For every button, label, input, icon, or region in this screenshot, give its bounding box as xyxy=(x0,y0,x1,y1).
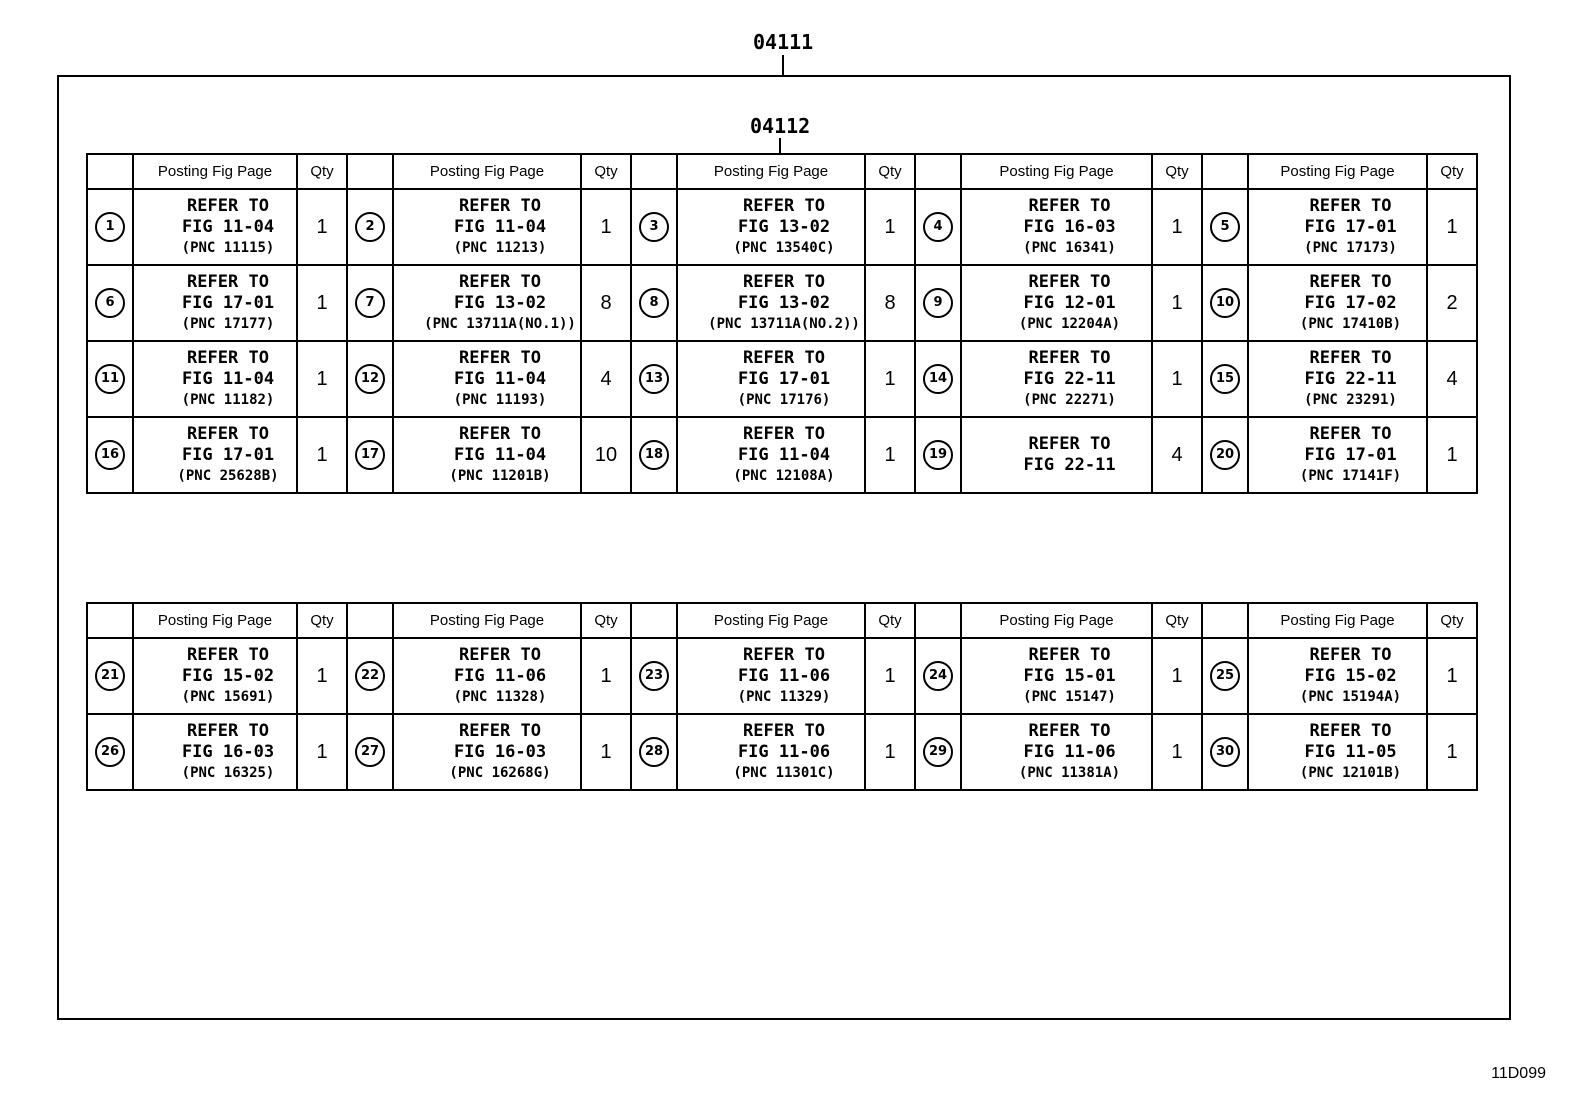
parts-table-upper xyxy=(86,153,1478,494)
qty-cell: 1 xyxy=(1427,714,1477,790)
item-number-cell xyxy=(347,638,393,714)
item-number-badge: 11 xyxy=(95,364,125,394)
refer-to-text: REFER TO xyxy=(459,347,541,368)
item-number-badge: 25 xyxy=(1210,661,1240,691)
item-number-cell xyxy=(631,189,677,265)
pnc-reference: (PNC 22271) xyxy=(1023,391,1116,408)
item-number-cell xyxy=(1202,417,1248,493)
qty-cell: 1 xyxy=(1152,638,1202,714)
qty-cell: 1 xyxy=(1152,189,1202,265)
refer-to-text: REFER TO xyxy=(1028,271,1111,292)
pnc-reference: (PNC 11201B) xyxy=(449,467,551,484)
refer-to-text: REFER TO xyxy=(743,195,825,216)
fig-reference: FIG 17-01 xyxy=(1304,216,1397,237)
item-number-badge: 27 xyxy=(355,737,385,767)
fig-reference: FIG 11-04 xyxy=(453,216,547,237)
item-number-cell xyxy=(915,189,961,265)
pnc-reference: (PNC 11213) xyxy=(453,239,547,256)
header-qty: Qty xyxy=(1427,154,1477,189)
item-number-badge: 10 xyxy=(1210,288,1240,318)
header-qty: Qty xyxy=(581,154,631,189)
qty-cell: 4 xyxy=(1427,341,1477,417)
qty-cell: 1 xyxy=(1427,189,1477,265)
outer-leader-line xyxy=(782,55,784,75)
refer-to-text: REFER TO xyxy=(743,271,825,292)
fig-reference: FIG 11-04 xyxy=(181,216,275,237)
item-number-cell xyxy=(915,265,961,341)
qty-cell: 1 xyxy=(297,265,347,341)
item-number-cell xyxy=(347,189,393,265)
posting-fig-cell xyxy=(677,189,865,265)
table-row xyxy=(87,341,1477,417)
fig-reference: FIG 16-03 xyxy=(1023,216,1116,237)
item-number-cell xyxy=(915,638,961,714)
refer-to-text: REFER TO xyxy=(1028,347,1111,368)
header-posting-fig-page: Posting Fig Page xyxy=(677,154,865,189)
refer-to-text: REFER TO xyxy=(1028,720,1111,741)
fig-reference: FIG 11-04 xyxy=(453,444,547,465)
refer-to-text: REFER TO xyxy=(187,644,269,665)
fig-reference: FIG 11-06 xyxy=(737,741,831,762)
refer-to-text: REFER TO xyxy=(1309,271,1392,292)
item-number-badge: 14 xyxy=(923,364,953,394)
fig-reference: FIG 16-03 xyxy=(453,741,547,762)
qty-cell: 1 xyxy=(581,189,631,265)
refer-to-text: REFER TO xyxy=(187,423,269,444)
posting-fig-cell xyxy=(393,714,581,790)
qty-cell: 8 xyxy=(581,265,631,341)
item-number-cell xyxy=(915,714,961,790)
pnc-reference: (PNC 15147) xyxy=(1023,688,1116,705)
item-number-badge: 29 xyxy=(923,737,953,767)
header-qty: Qty xyxy=(1427,603,1477,638)
item-number-cell xyxy=(631,341,677,417)
qty-cell: 1 xyxy=(1152,341,1202,417)
refer-to-text: REFER TO xyxy=(1309,347,1392,368)
header-qty: Qty xyxy=(865,603,915,638)
item-number-cell xyxy=(347,417,393,493)
posting-fig-cell xyxy=(393,417,581,493)
posting-fig-cell xyxy=(1248,341,1427,417)
item-number-cell xyxy=(347,265,393,341)
fig-reference: FIG 15-02 xyxy=(1304,665,1397,686)
item-number-badge: 19 xyxy=(923,440,953,470)
pnc-reference: (PNC 13711A(NO.2)) xyxy=(708,315,860,332)
pnc-reference: (PNC 15691) xyxy=(181,688,275,705)
item-number-badge: 18 xyxy=(639,440,669,470)
qty-cell: 1 xyxy=(1152,714,1202,790)
header-qty: Qty xyxy=(297,603,347,638)
item-number-badge: 24 xyxy=(923,661,953,691)
item-number-cell xyxy=(915,417,961,493)
qty-cell: 1 xyxy=(1152,265,1202,341)
refer-to-text: REFER TO xyxy=(1309,195,1392,216)
item-number-badge: 20 xyxy=(1210,440,1240,470)
item-number-badge: 26 xyxy=(95,737,125,767)
header-blank xyxy=(631,154,677,189)
fig-reference: FIG 17-01 xyxy=(181,444,275,465)
posting-fig-cell xyxy=(961,714,1152,790)
header-row xyxy=(87,154,1477,189)
item-number-badge: 12 xyxy=(355,364,385,394)
pnc-reference: (PNC 11193) xyxy=(453,391,547,408)
header-blank xyxy=(631,603,677,638)
item-number-cell xyxy=(87,714,133,790)
item-number-cell xyxy=(347,714,393,790)
item-number-cell xyxy=(347,341,393,417)
header-posting-fig-page: Posting Fig Page xyxy=(393,154,581,189)
item-number-cell xyxy=(87,265,133,341)
pnc-reference: (PNC 16325) xyxy=(181,764,275,781)
item-number-badge: 2 xyxy=(355,212,385,242)
refer-to-text: REFER TO xyxy=(743,423,825,444)
fig-reference: FIG 11-06 xyxy=(453,665,547,686)
fig-reference: FIG 11-04 xyxy=(453,368,547,389)
posting-fig-cell xyxy=(133,341,297,417)
refer-to-text: REFER TO xyxy=(743,644,825,665)
posting-fig-cell xyxy=(961,265,1152,341)
posting-fig-cell xyxy=(1248,714,1427,790)
pnc-reference: (PNC 25628B) xyxy=(177,467,279,484)
item-number-badge: 23 xyxy=(639,661,669,691)
item-number-cell xyxy=(1202,265,1248,341)
fig-reference: FIG 22-11 xyxy=(1023,455,1116,475)
item-number-badge: 16 xyxy=(95,440,125,470)
fig-reference: FIG 15-01 xyxy=(1023,665,1116,686)
header-qty: Qty xyxy=(865,154,915,189)
qty-cell: 1 xyxy=(581,638,631,714)
posting-fig-cell xyxy=(393,189,581,265)
refer-to-text: REFER TO xyxy=(1028,434,1111,454)
qty-cell: 1 xyxy=(1427,638,1477,714)
item-number-badge: 30 xyxy=(1210,737,1240,767)
header-blank xyxy=(915,603,961,638)
posting-fig-cell xyxy=(1248,417,1427,493)
posting-fig-cell xyxy=(393,341,581,417)
qty-cell: 1 xyxy=(865,417,915,493)
refer-to-text: REFER TO xyxy=(187,271,269,292)
item-number-cell xyxy=(631,417,677,493)
header-posting-fig-page: Posting Fig Page xyxy=(133,154,297,189)
item-number-badge: 22 xyxy=(355,661,385,691)
posting-fig-cell xyxy=(961,341,1152,417)
pnc-reference: (PNC 11328) xyxy=(453,688,547,705)
outer-assembly-code: 04111 xyxy=(753,30,814,54)
item-number-badge: 17 xyxy=(355,440,385,470)
refer-to-text: REFER TO xyxy=(1309,720,1392,741)
header-qty: Qty xyxy=(581,603,631,638)
refer-to-text: REFER TO xyxy=(459,271,541,292)
fig-reference: FIG 12-01 xyxy=(1023,292,1116,313)
parts-table-lower xyxy=(86,602,1478,791)
pnc-reference: (PNC 11115) xyxy=(181,239,275,256)
item-number-badge: 5 xyxy=(1210,212,1240,242)
item-number-badge: 13 xyxy=(639,364,669,394)
item-number-cell xyxy=(87,341,133,417)
fig-reference: FIG 11-04 xyxy=(181,368,275,389)
pnc-reference: (PNC 17410B) xyxy=(1299,315,1402,332)
fig-reference: FIG 11-06 xyxy=(737,665,831,686)
qty-cell: 1 xyxy=(1427,417,1477,493)
table-row xyxy=(87,189,1477,265)
posting-fig-cell xyxy=(677,638,865,714)
qty-cell: 4 xyxy=(581,341,631,417)
item-number-badge: 21 xyxy=(95,661,125,691)
fig-reference: FIG 15-02 xyxy=(181,665,275,686)
qty-cell: 1 xyxy=(297,638,347,714)
item-number-badge: 7 xyxy=(355,288,385,318)
refer-to-text: REFER TO xyxy=(459,720,541,741)
pnc-reference: (PNC 11301C) xyxy=(733,764,835,781)
posting-fig-cell xyxy=(961,638,1152,714)
refer-to-text: REFER TO xyxy=(743,347,825,368)
item-number-cell xyxy=(87,638,133,714)
refer-to-text: REFER TO xyxy=(1309,423,1392,444)
item-number-badge: 8 xyxy=(639,288,669,318)
qty-cell: 4 xyxy=(1152,417,1202,493)
pnc-reference: (PNC 11329) xyxy=(737,688,831,705)
fig-reference: FIG 17-01 xyxy=(181,292,275,313)
table-row xyxy=(87,638,1477,714)
item-number-cell xyxy=(1202,189,1248,265)
header-posting-fig-page: Posting Fig Page xyxy=(1248,154,1427,189)
fig-reference: FIG 16-03 xyxy=(181,741,275,762)
refer-to-text: REFER TO xyxy=(1028,195,1111,216)
qty-cell: 1 xyxy=(865,341,915,417)
qty-cell: 8 xyxy=(865,265,915,341)
item-number-cell xyxy=(631,714,677,790)
item-number-cell xyxy=(1202,341,1248,417)
item-number-badge: 9 xyxy=(923,288,953,318)
posting-fig-cell xyxy=(677,417,865,493)
item-number-badge: 28 xyxy=(639,737,669,767)
fig-reference: FIG 11-06 xyxy=(1023,741,1116,762)
fig-reference: FIG 17-01 xyxy=(1304,444,1397,465)
fig-reference: FIG 17-02 xyxy=(1304,292,1397,313)
header-blank xyxy=(87,154,133,189)
qty-cell: 1 xyxy=(865,189,915,265)
pnc-reference: (PNC 17173) xyxy=(1304,239,1397,256)
refer-to-text: REFER TO xyxy=(459,644,541,665)
refer-to-text: REFER TO xyxy=(459,195,541,216)
pnc-reference: (PNC 17141F) xyxy=(1299,467,1402,484)
item-number-cell xyxy=(1202,638,1248,714)
table-row xyxy=(87,265,1477,341)
fig-reference: FIG 13-02 xyxy=(737,216,831,237)
pnc-reference: (PNC 15194A) xyxy=(1299,688,1402,705)
item-number-badge: 4 xyxy=(923,212,953,242)
pnc-reference: (PNC 16341) xyxy=(1023,239,1116,256)
item-number-badge: 3 xyxy=(639,212,669,242)
header-blank xyxy=(87,603,133,638)
item-number-badge: 1 xyxy=(95,212,125,242)
item-number-cell xyxy=(87,189,133,265)
posting-fig-cell xyxy=(1248,189,1427,265)
header-posting-fig-page: Posting Fig Page xyxy=(133,603,297,638)
refer-to-text: REFER TO xyxy=(187,720,269,741)
refer-to-text: REFER TO xyxy=(1309,644,1392,665)
posting-fig-cell xyxy=(393,265,581,341)
header-posting-fig-page: Posting Fig Page xyxy=(677,603,865,638)
posting-fig-cell xyxy=(677,265,865,341)
table-row xyxy=(87,714,1477,790)
pnc-reference: (PNC 17176) xyxy=(737,391,831,408)
item-number-cell xyxy=(631,265,677,341)
pnc-reference: (PNC 17177) xyxy=(181,315,275,332)
posting-fig-cell xyxy=(133,714,297,790)
drawing-code: 11D099 xyxy=(1491,1065,1546,1082)
header-posting-fig-page: Posting Fig Page xyxy=(961,154,1152,189)
item-number-cell xyxy=(631,638,677,714)
fig-reference: FIG 13-02 xyxy=(737,292,831,313)
pnc-reference: (PNC 13711A(NO.1)) xyxy=(424,315,576,332)
pnc-reference: (PNC 13540C) xyxy=(733,239,835,256)
refer-to-text: REFER TO xyxy=(459,423,541,444)
fig-reference: FIG 11-05 xyxy=(1304,741,1397,762)
header-posting-fig-page: Posting Fig Page xyxy=(393,603,581,638)
header-posting-fig-page: Posting Fig Page xyxy=(961,603,1152,638)
pnc-reference: (PNC 23291) xyxy=(1304,391,1397,408)
posting-fig-cell xyxy=(1248,265,1427,341)
qty-cell: 1 xyxy=(865,714,915,790)
posting-fig-cell xyxy=(133,189,297,265)
header-blank xyxy=(1202,603,1248,638)
item-number-badge: 6 xyxy=(95,288,125,318)
inner-leader-line xyxy=(779,138,781,154)
posting-fig-cell xyxy=(133,638,297,714)
pnc-reference: (PNC 12101B) xyxy=(1299,764,1402,781)
fig-reference: FIG 13-02 xyxy=(453,292,547,313)
qty-cell: 1 xyxy=(297,189,347,265)
qty-cell: 1 xyxy=(865,638,915,714)
qty-cell: 10 xyxy=(581,417,631,493)
header-blank xyxy=(347,603,393,638)
item-number-cell xyxy=(1202,714,1248,790)
header-qty: Qty xyxy=(297,154,347,189)
item-number-cell xyxy=(915,341,961,417)
refer-to-text: REFER TO xyxy=(1028,644,1111,665)
header-blank xyxy=(1202,154,1248,189)
header-qty: Qty xyxy=(1152,154,1202,189)
posting-fig-cell xyxy=(393,638,581,714)
pnc-reference: (PNC 12108A) xyxy=(733,467,835,484)
refer-to-text: REFER TO xyxy=(743,720,825,741)
posting-fig-cell xyxy=(961,189,1152,265)
posting-fig-cell xyxy=(1248,638,1427,714)
header-blank xyxy=(347,154,393,189)
item-number-cell xyxy=(87,417,133,493)
header-row xyxy=(87,603,1477,638)
qty-cell: 1 xyxy=(297,417,347,493)
pnc-reference: (PNC 11182) xyxy=(181,391,275,408)
header-posting-fig-page: Posting Fig Page xyxy=(1248,603,1427,638)
fig-reference: FIG 11-04 xyxy=(737,444,831,465)
qty-cell: 1 xyxy=(297,714,347,790)
posting-fig-cell xyxy=(133,265,297,341)
inner-assembly-code: 04112 xyxy=(750,114,811,138)
qty-cell: 2 xyxy=(1427,265,1477,341)
header-blank xyxy=(915,154,961,189)
fig-reference: FIG 22-11 xyxy=(1023,368,1116,389)
header-qty: Qty xyxy=(1152,603,1202,638)
fig-reference: FIG 17-01 xyxy=(737,368,831,389)
item-number-badge: 15 xyxy=(1210,364,1240,394)
refer-to-text: REFER TO xyxy=(187,195,269,216)
qty-cell: 1 xyxy=(297,341,347,417)
fig-reference: FIG 22-11 xyxy=(1304,368,1397,389)
pnc-reference: (PNC 16268G) xyxy=(449,764,551,781)
posting-fig-cell xyxy=(133,417,297,493)
pnc-reference: (PNC 11381A) xyxy=(1018,764,1121,781)
posting-fig-cell xyxy=(677,341,865,417)
refer-to-text: REFER TO xyxy=(187,347,269,368)
posting-fig-cell xyxy=(961,417,1152,493)
posting-fig-cell xyxy=(677,714,865,790)
pnc-reference: (PNC 12204A) xyxy=(1018,315,1121,332)
qty-cell: 1 xyxy=(581,714,631,790)
table-row xyxy=(87,417,1477,493)
